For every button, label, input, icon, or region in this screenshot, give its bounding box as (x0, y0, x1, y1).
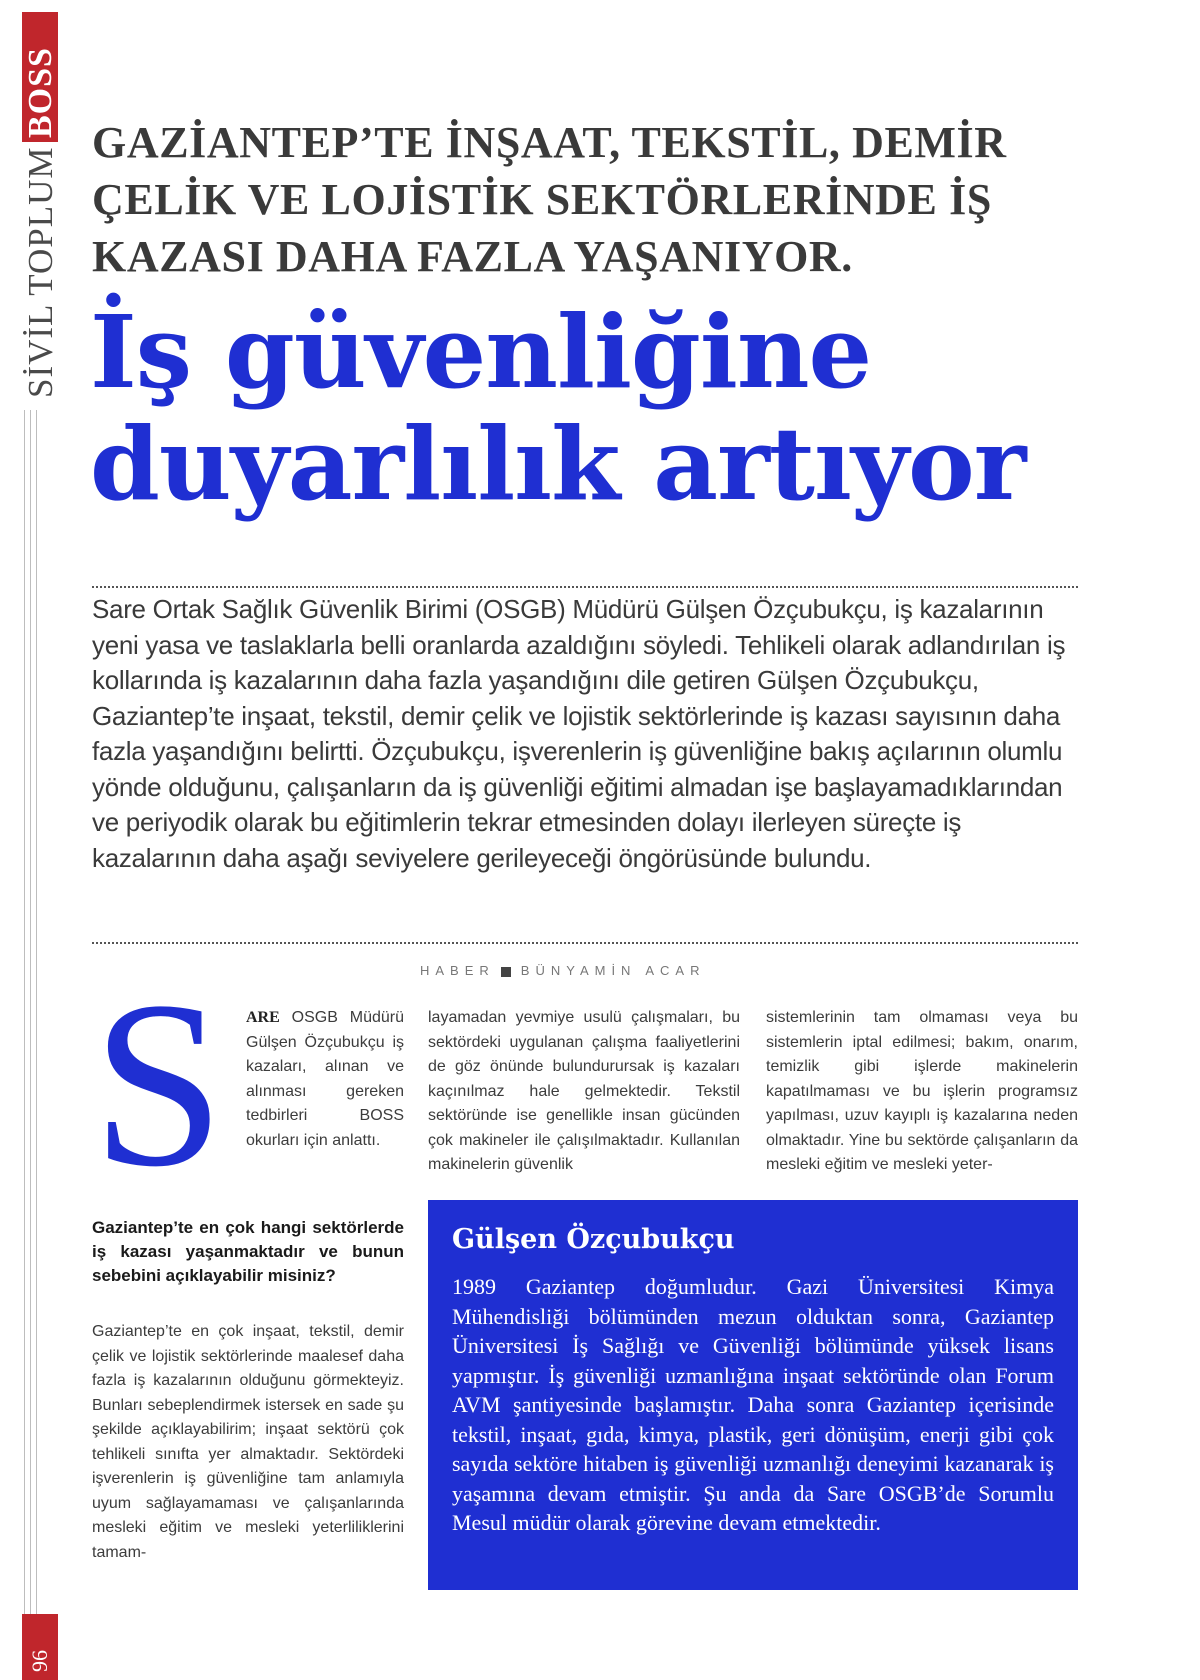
article-intro (246, 1006, 404, 1153)
rail-divider (36, 410, 37, 1620)
body-column-2: layamadan yevmiye usulü çalışmaları, bu sektördeki uygulanan çalışma faaliyetlerini de göz önünde bulundurursak iş kazaları kaçınılmaz hale gelmektedir. Tekstil sektöründe ise genellikle insan gücünden çok makineler ile çalışılmaktadır. Kullanılan makinelerin güvenlik (428, 1009, 740, 1173)
left-rail (0, 0, 60, 1680)
bio-text: 1989 Gaziantep doğumludur. Gazi Üniversitesi Kimya Mühendisliği bölümünden mezun olduktan sonra, Gaziantep Üniversitesi İş Sağlığı ve Güvenliği bölümünde yüksek lisans yapmıştır. İş güvenliği uzmanlığına inşaat sektöründe olan Forum AVM şantiyesinde başlamıştır. Daha sonra Gaziantep içerisinde tekstil, inşaat, gıda, kimya, plastik, geri dönüşüm, enerji gibi çok sayıda sektöre hitaben iş güvenliği uzmanlığı deneyimi kazanarak iş yaşamına devam etmiştir. Şu anda da Sare OSGB’de Sorumlu Mesul müdür olarak görevine devam etmektedir. (452, 1274, 1054, 1535)
section-label: SİVİL TOPLUM (21, 146, 60, 398)
interview-question: Gaziantep’te en çok hangi sektörlerde iş kazası yaşanmaktadır ve bunun sebebini açıklayabilir misiniz? (92, 1218, 404, 1285)
article-lead: Sare Ortak Sağlık Güvenlik Birimi (OSGB) Müdürü Gülşen Özçubukçu, iş kazalarının yeni yasa ve taslaklarla belli oranlarda azaldığını söyledi. Tehlikeli olarak adlandırılan iş kollarında iş kazalarının daha fazla yaşandığını dile getiren Gülşen Özçubukçu, Gaziantep’te inşaat, tekstil, demir çelik ve lojistik sektörlerinde iş kazası sayısının daha fazla yaşandığını belirtti. Özçubukçu, işverenlerin iş güvenliğine bakış açılarının olumlu yönde olduğunu, çalışanların da iş güvenliği eğitimi almadan işe başlayamadıklarından ve periyodik olarak bu eğitimlerin tekrar etmesinden dolayı ilerleyen süreçte iş kazalarının daha aşağı seviyelere gerileyeceği öngörüsünde bulundu. (92, 594, 1066, 873)
brand-logo: BOSS (22, 47, 59, 138)
article-kicker: GAZİANTEP’TE İNŞAAT, TEKSTİL, DEMİR ÇELİK VE LOJİSTİK SEKTÖRLERİNDE İŞ KAZASI DAHA FAZLA YAŞANIYOR. (92, 118, 1007, 281)
intro-bold: ARE (246, 1009, 280, 1026)
dotted-divider (92, 586, 1078, 588)
bio-name: Gülşen Özçubukçu (452, 1224, 735, 1255)
byline (420, 963, 705, 978)
interview-answer: Gaziantep’te en çok inşaat, tekstil, demir çelik ve lojistik sektörlerinde maalesef daha fazla iş kazalarının olduğunu görmekteyiz. Bunları sebeplendirmek istersek en sade şu şekilde açıklayabilirim; inşaat sektörü çok tehlikeli sınıfta yer almaktadır. Sektördeki işverenlerin iş güvenliğine tam anlamıyla uyum sağlayamaması ve çalışanlarında mesleki eğitim ve mesleki yeterliliklerini tamam- (92, 1323, 404, 1561)
rail-divider (24, 410, 25, 1620)
drop-cap: S (92, 953, 225, 1216)
body-column-3: sistemlerinin tam olmaması veya bu sistemlerin iptal edilmesi; bakım, onarım, temizlik gibi işlerde makinelerin kapatılmaması ve bu işlerin programsız yapılması, uzuv kayıplı iş kazalarına neden olmaktadır. Yine bu sektörde çalışanların da mesleki eğitim ve mesleki yeter- (766, 1009, 1078, 1173)
dotted-divider (92, 942, 1078, 944)
bio-box (428, 1200, 1078, 1590)
rail-divider (30, 410, 31, 1620)
byline-type: HABER (420, 963, 495, 978)
byline-separator-icon (501, 967, 511, 977)
intro-text: OSGB Müdürü Gülşen Özçubukçu iş kazaları, alınan ve alınması gereken tedbirleri BOSS okurları için anlattı. (246, 1009, 404, 1149)
byline-author: BÜNYAMİN ACAR (520, 963, 706, 978)
article-title: İş güvenliğine duyarlılık artıyor (90, 293, 1026, 523)
page-number: 96 (27, 1650, 52, 1672)
